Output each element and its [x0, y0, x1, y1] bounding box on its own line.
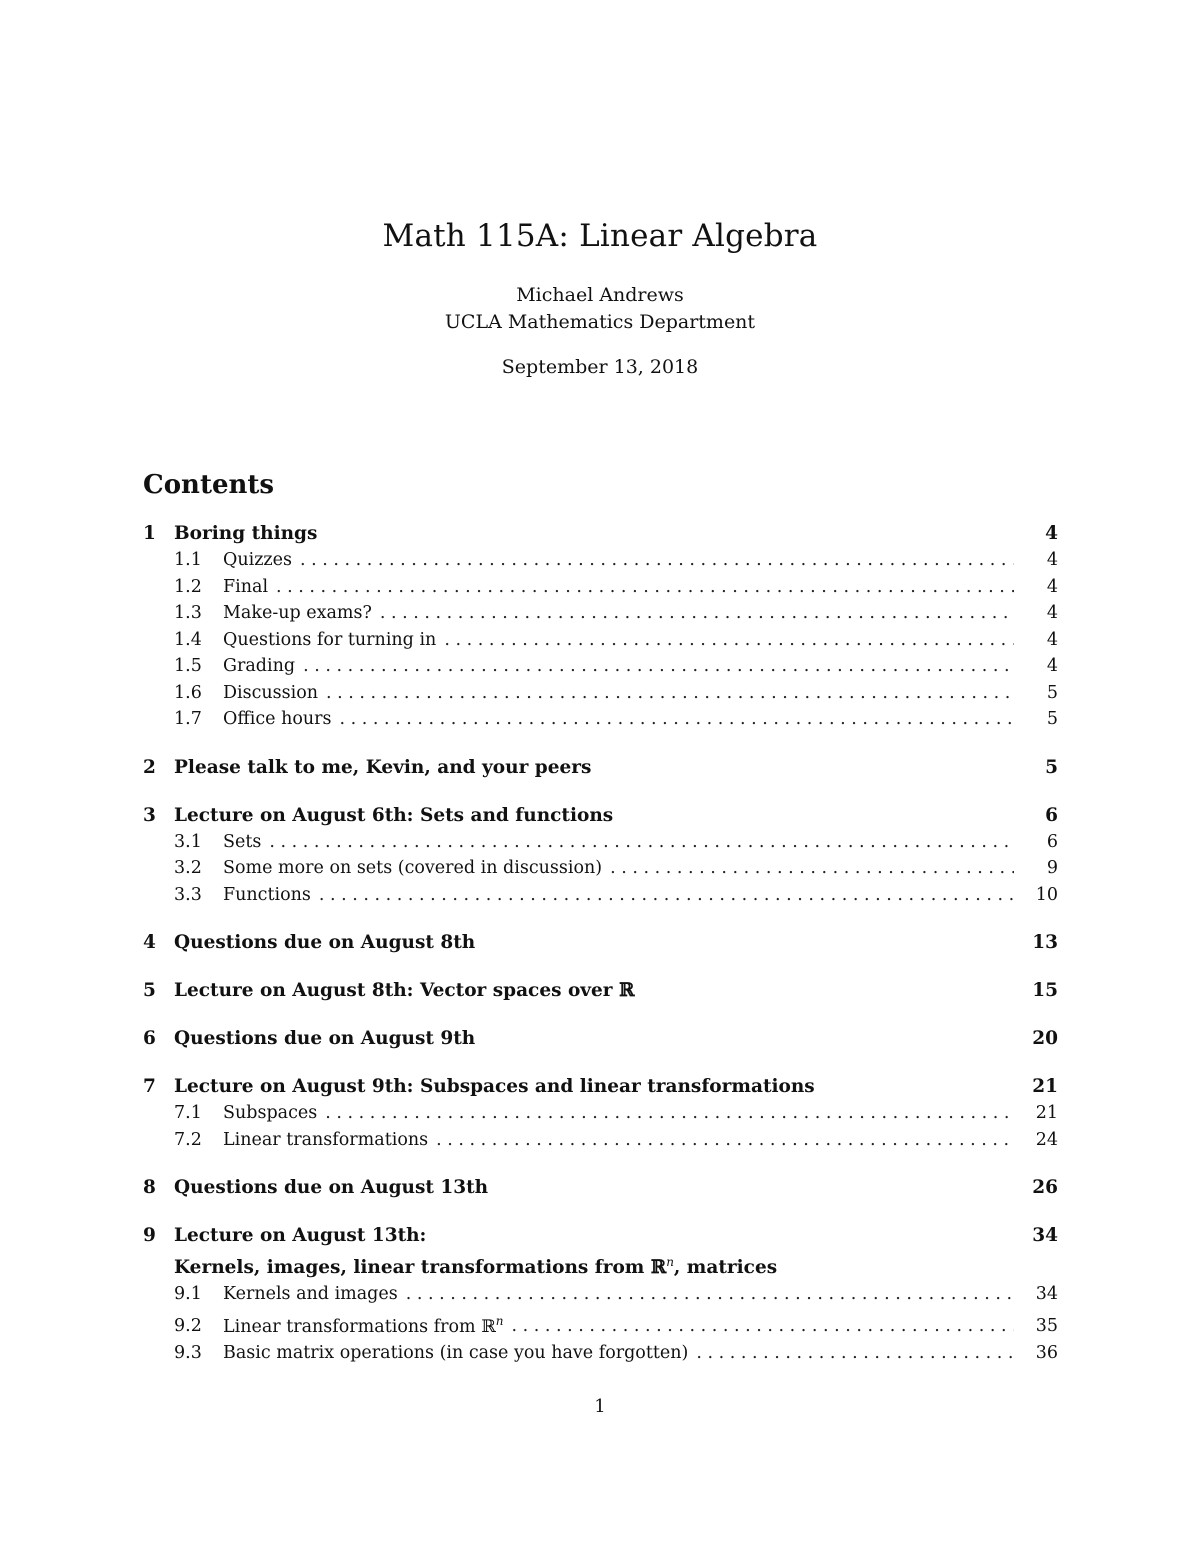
subsection-page: 10 [1035, 884, 1058, 905]
dot-leader [303, 653, 1014, 680]
section-page: 20 [1032, 1028, 1058, 1049]
subsection-title-text: Linear transformations from ℝ [223, 1316, 496, 1337]
toc-subsection-entry[interactable] [143, 547, 1058, 574]
section-title: Questions due on August 13th [174, 1177, 489, 1198]
section-number: 5 [143, 980, 156, 1001]
subsection-number: 1.4 [174, 629, 202, 650]
section-title [174, 1222, 1028, 1281]
subsection-number: 1.5 [174, 656, 202, 676]
section-page: 26 [1032, 1177, 1058, 1198]
dot-leader [512, 1313, 1015, 1340]
toc-subsection-entry[interactable] [143, 829, 1058, 856]
dot-leader [325, 1100, 1014, 1127]
superscript-n: n [666, 1255, 674, 1269]
subsection-title [223, 1127, 428, 1154]
subsection-page: 21 [1035, 1103, 1058, 1123]
superscript-n: n [495, 1313, 504, 1328]
subsection-title [223, 1340, 688, 1367]
section-number: 8 [143, 1177, 156, 1198]
toc-subsection-entry[interactable] [143, 680, 1058, 707]
section-number: 2 [143, 756, 156, 778]
subsection-page: 9 [1046, 858, 1058, 878]
subsection-number: 7.2 [174, 1129, 202, 1150]
contents-heading: Contents [143, 470, 275, 500]
subsection-title [223, 653, 295, 680]
toc-section [143, 929, 1058, 956]
toc-section [143, 1025, 1058, 1052]
subsection-number: 9.3 [174, 1342, 202, 1363]
dot-leader [610, 855, 1014, 882]
dot-leader [436, 1127, 1014, 1154]
toc-section-entry[interactable] [143, 977, 1058, 1004]
subsection-title [223, 600, 372, 627]
subsection-page: 5 [1046, 682, 1058, 703]
section-number: 6 [143, 1028, 156, 1049]
subsection-number: 7.1 [174, 1103, 202, 1123]
toc-section-entry[interactable] [143, 929, 1058, 956]
subsection-title-text: Functions [223, 884, 311, 905]
dot-leader [269, 829, 1014, 856]
section-title: Lecture on August 6th: Sets and functions [174, 804, 614, 826]
toc-list [143, 520, 1058, 1366]
subsection-title [223, 547, 292, 574]
section-number: 3 [143, 804, 156, 826]
dot-leader [300, 547, 1014, 574]
subsection-title [223, 829, 261, 856]
subsection-page: 34 [1035, 1284, 1058, 1305]
document-date: September 13, 2018 [501, 356, 699, 378]
subsection-title-text: Linear transformations [223, 1129, 429, 1150]
toc-section-entry[interactable] [143, 520, 1058, 547]
subsection-title-text: Grading [223, 656, 296, 676]
subsection-page: 35 [1035, 1316, 1058, 1337]
toc-subsection-entry[interactable] [143, 627, 1058, 654]
toc-subsection-entry[interactable] [143, 574, 1058, 601]
toc-section-entry[interactable] [143, 802, 1058, 829]
subsection-number: 1.3 [174, 603, 202, 623]
subsection-title-text: Kernels and images [223, 1284, 398, 1305]
toc-section [143, 520, 1058, 733]
section-title-line2-end: , matrices [673, 1257, 778, 1279]
section-title-line2-text: Kernels, images, linear transformations from ℝ [174, 1257, 667, 1279]
subsection-number: 1.2 [174, 576, 202, 597]
section-page: 34 [1032, 1225, 1058, 1246]
toc-subsection-entry[interactable] [143, 1340, 1058, 1367]
toc-subsection-entry[interactable] [143, 1100, 1058, 1127]
toc-section [143, 1073, 1058, 1153]
subsection-page: 5 [1046, 709, 1058, 729]
subsection-page: 4 [1046, 603, 1058, 623]
section-number: 1 [143, 523, 156, 544]
section-title: Questions due on August 8th [174, 932, 476, 953]
toc-section-entry[interactable] [143, 1174, 1058, 1201]
section-title: Lecture on August 9th: Subspaces and linear transformations [174, 1076, 815, 1097]
toc-section-entry[interactable] [143, 1222, 1058, 1281]
subsection-number: 3.2 [174, 858, 202, 878]
dot-leader [326, 680, 1014, 707]
toc-subsection-entry[interactable] [143, 600, 1058, 627]
dot-leader [696, 1340, 1014, 1367]
subsection-number: 9.2 [174, 1316, 202, 1337]
dot-leader [319, 882, 1014, 909]
subsection-title [223, 680, 318, 707]
toc-subsection-entry[interactable] [143, 706, 1058, 733]
subsection-number: 1.7 [174, 709, 202, 729]
toc-subsection-entry[interactable] [143, 882, 1058, 909]
toc-subsection-entry[interactable] [143, 1308, 1058, 1340]
toc-subsection-entry[interactable] [143, 855, 1058, 882]
section-title-line2 [174, 1249, 1028, 1281]
subsection-title-text: Quizzes [223, 550, 292, 570]
toc-section [143, 802, 1058, 909]
section-number: 9 [143, 1225, 156, 1246]
dot-leader [276, 574, 1014, 601]
subsection-page: 4 [1046, 576, 1058, 597]
subsection-title [223, 1308, 504, 1340]
subsection-title [223, 627, 436, 654]
affiliation: UCLA Mathematics Department [444, 311, 756, 333]
subsection-title-text: Some more on sets (covered in discussion) [223, 858, 603, 878]
subsection-title-text: Basic matrix operations (in case you have forgotten) [223, 1342, 689, 1363]
title-block [0, 218, 1200, 378]
subsection-title-text: Final [223, 576, 269, 597]
section-title: Please talk to me, Kevin, and your peers [174, 756, 592, 778]
section-number: 7 [143, 1076, 156, 1097]
subsection-title-text: Make-up exams? [223, 603, 372, 623]
table-of-contents [143, 470, 1058, 1387]
toc-section-entry[interactable] [143, 1025, 1058, 1052]
section-title: Boring things [174, 523, 318, 544]
dot-leader [444, 627, 1014, 654]
subsection-title [223, 882, 311, 909]
subsection-title-text: Sets [223, 831, 262, 852]
author-name: Michael Andrews [516, 284, 684, 306]
subsection-number: 9.1 [174, 1284, 202, 1305]
section-number: 4 [143, 932, 156, 953]
subsection-page: 24 [1035, 1129, 1058, 1150]
toc-section-entry[interactable] [143, 754, 1058, 781]
subsection-page: 6 [1046, 831, 1058, 852]
subsection-title-text: Office hours [223, 709, 332, 729]
toc-subsection-entry[interactable] [143, 1281, 1058, 1308]
toc-section [143, 1222, 1058, 1366]
subsection-page: 36 [1035, 1342, 1058, 1363]
subsection-title-text: Questions for turning in [223, 629, 437, 650]
subsection-title-text: Subspaces [223, 1103, 318, 1123]
subsection-title [223, 1281, 398, 1308]
subsection-page: 4 [1046, 550, 1058, 570]
dot-leader [406, 1281, 1014, 1308]
section-title: Questions due on August 9th [174, 1028, 476, 1049]
subsection-page: 4 [1046, 629, 1058, 650]
subsection-title [223, 855, 602, 882]
section-page: 21 [1032, 1076, 1058, 1097]
subsection-title [223, 574, 268, 601]
section-page: 5 [1045, 756, 1058, 778]
section-page: 13 [1032, 932, 1058, 953]
section-page: 15 [1032, 980, 1058, 1001]
subsection-title-text: Discussion [223, 682, 319, 703]
subsection-number: 3.3 [174, 884, 202, 905]
document-title: Math 115A: Linear Algebra [382, 218, 818, 254]
toc-section [143, 754, 1058, 781]
subsection-page: 4 [1046, 656, 1058, 676]
subsection-number: 1.6 [174, 682, 202, 703]
toc-section [143, 977, 1058, 1004]
section-page: 6 [1045, 804, 1058, 826]
subsection-title [223, 1100, 317, 1127]
author-block [0, 282, 1200, 336]
subsection-title [223, 706, 332, 733]
section-title-line1: Lecture on August 13th: [174, 1225, 427, 1246]
subsection-number: 3.1 [174, 831, 202, 852]
page-number: 1 [594, 1396, 606, 1417]
dot-leader [380, 600, 1014, 627]
toc-section [143, 1174, 1058, 1201]
section-page: 4 [1045, 523, 1058, 544]
toc-subsection-entry[interactable] [143, 1127, 1058, 1154]
toc-subsection-entry[interactable] [143, 653, 1058, 680]
dot-leader [340, 706, 1014, 733]
section-title: Lecture on August 8th: Vector spaces over ℝ [174, 980, 635, 1001]
subsection-number: 1.1 [174, 550, 202, 570]
toc-section-entry[interactable] [143, 1073, 1058, 1100]
